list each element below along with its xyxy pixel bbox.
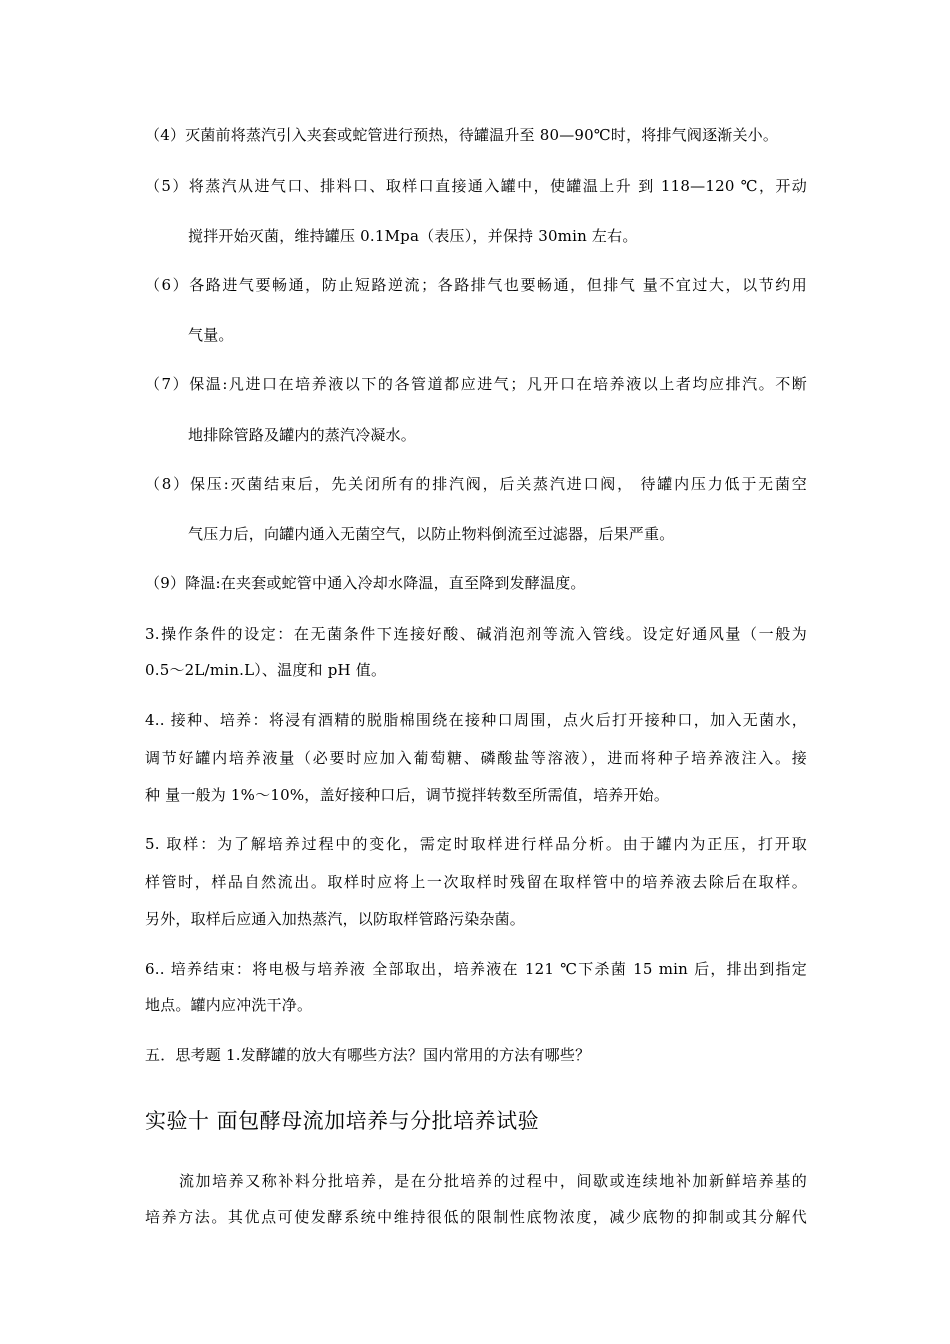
section-4-line-2: 调节好罐内培养液量（必要时应加入葡萄糖、磷酸盐等溶液），进而将种子培养液注入。接	[145, 749, 807, 767]
step-9-line: （9）降温:在夹套或蛇管中通入冷却水降温，直至降到发酵温度。	[145, 574, 586, 592]
step-6-line-2: 气量。	[188, 326, 234, 344]
step-7-line-2: 地排除管路及罐内的蒸汽冷凝水。	[188, 426, 417, 444]
section-5-line-3: 另外，取样后应通入加热蒸汽，以防取样管路污染杂菌。	[145, 910, 526, 928]
step-7-line-1: （7）保温:凡进口在培养液以下的各管道都应进气；凡开口在培养液以上者均应排汽。不断	[145, 375, 807, 393]
step-5-line-1: （5）将蒸汽从进气口、排料口、取样口直接通入罐中，使罐温上升 到 118—120 ℃，开动	[145, 177, 807, 195]
step-5-line-2: 搅拌开始灭菌，维持罐压 0.1Mpa（表压），并保持 30min 左右。	[188, 227, 638, 245]
step-8-line-1: （8）保压:灭菌结束后，先关闭所有的排汽阀，后关蒸汽进口阀， 待罐内压力低于无菌空	[145, 475, 807, 493]
step-6-line-1: （6）各路进气要畅通，防止短路逆流；各路排气也要畅通，但排气 量不宜过大，以节约用	[145, 276, 807, 294]
section-3-line-2: 0.5～2L/min.L）、温度和 pH 值。	[145, 661, 387, 679]
section-3-line-1: 3.操作条件的设定：在无菌条件下连接好酸、碱消泡剂等流入管线。设定好通风量（一般为	[145, 625, 807, 643]
intro-line-1: 流加培养又称补料分批培养，是在分批培养的过程中，间歇或连续地补加新鲜培养基的	[179, 1172, 807, 1190]
section-5-line-2: 样管时，样品自然流出。取样时应将上一次取样时残留在取样管中的培养液去除后在取样。	[145, 873, 807, 891]
section-6-line-2: 地点。罐内应冲洗干净。	[145, 996, 313, 1014]
section-4-line-1: 4.. 接种、培养：将浸有酒精的脱脂棉围绕在接种口周围，点火后打开接种口，加入无菌水，	[145, 711, 807, 729]
section-5-line-1: 5. 取样：为了解培养过程中的变化，需定时取样进行样品分析。由于罐内为正压，打开取	[145, 835, 807, 853]
section-4-line-3: 种 量一般为 1%～10%，盖好接种口后，调节搅拌转数至所需值，培养开始。	[145, 786, 670, 804]
intro-line-2: 培养方法。其优点可使发酵系统中维持很低的限制性底物浓度，减少底物的抑制或其分解代	[145, 1208, 807, 1226]
step-8-line-2: 气压力后，向罐内通入无菌空气，以防止物料倒流至过滤器，后果严重。	[188, 525, 675, 543]
step-4-line: （4）灭菌前将蒸汽引入夹套或蛇管进行预热，待罐温升至 80—90℃时，将排气阀逐渐关小。	[145, 126, 779, 144]
experiment-heading: 实验十 面包酵母流加培养与分批培养试验	[145, 1109, 540, 1133]
questions-line: 五．思考题 1.发酵罐的放大有哪些方法？国内常用的方法有哪些？	[145, 1046, 591, 1064]
section-6-line-1: 6.. 培养结束：将电极与培养液 全部取出，培养液在 121 ℃下杀菌 15 min 后，排出到指定	[145, 960, 807, 978]
